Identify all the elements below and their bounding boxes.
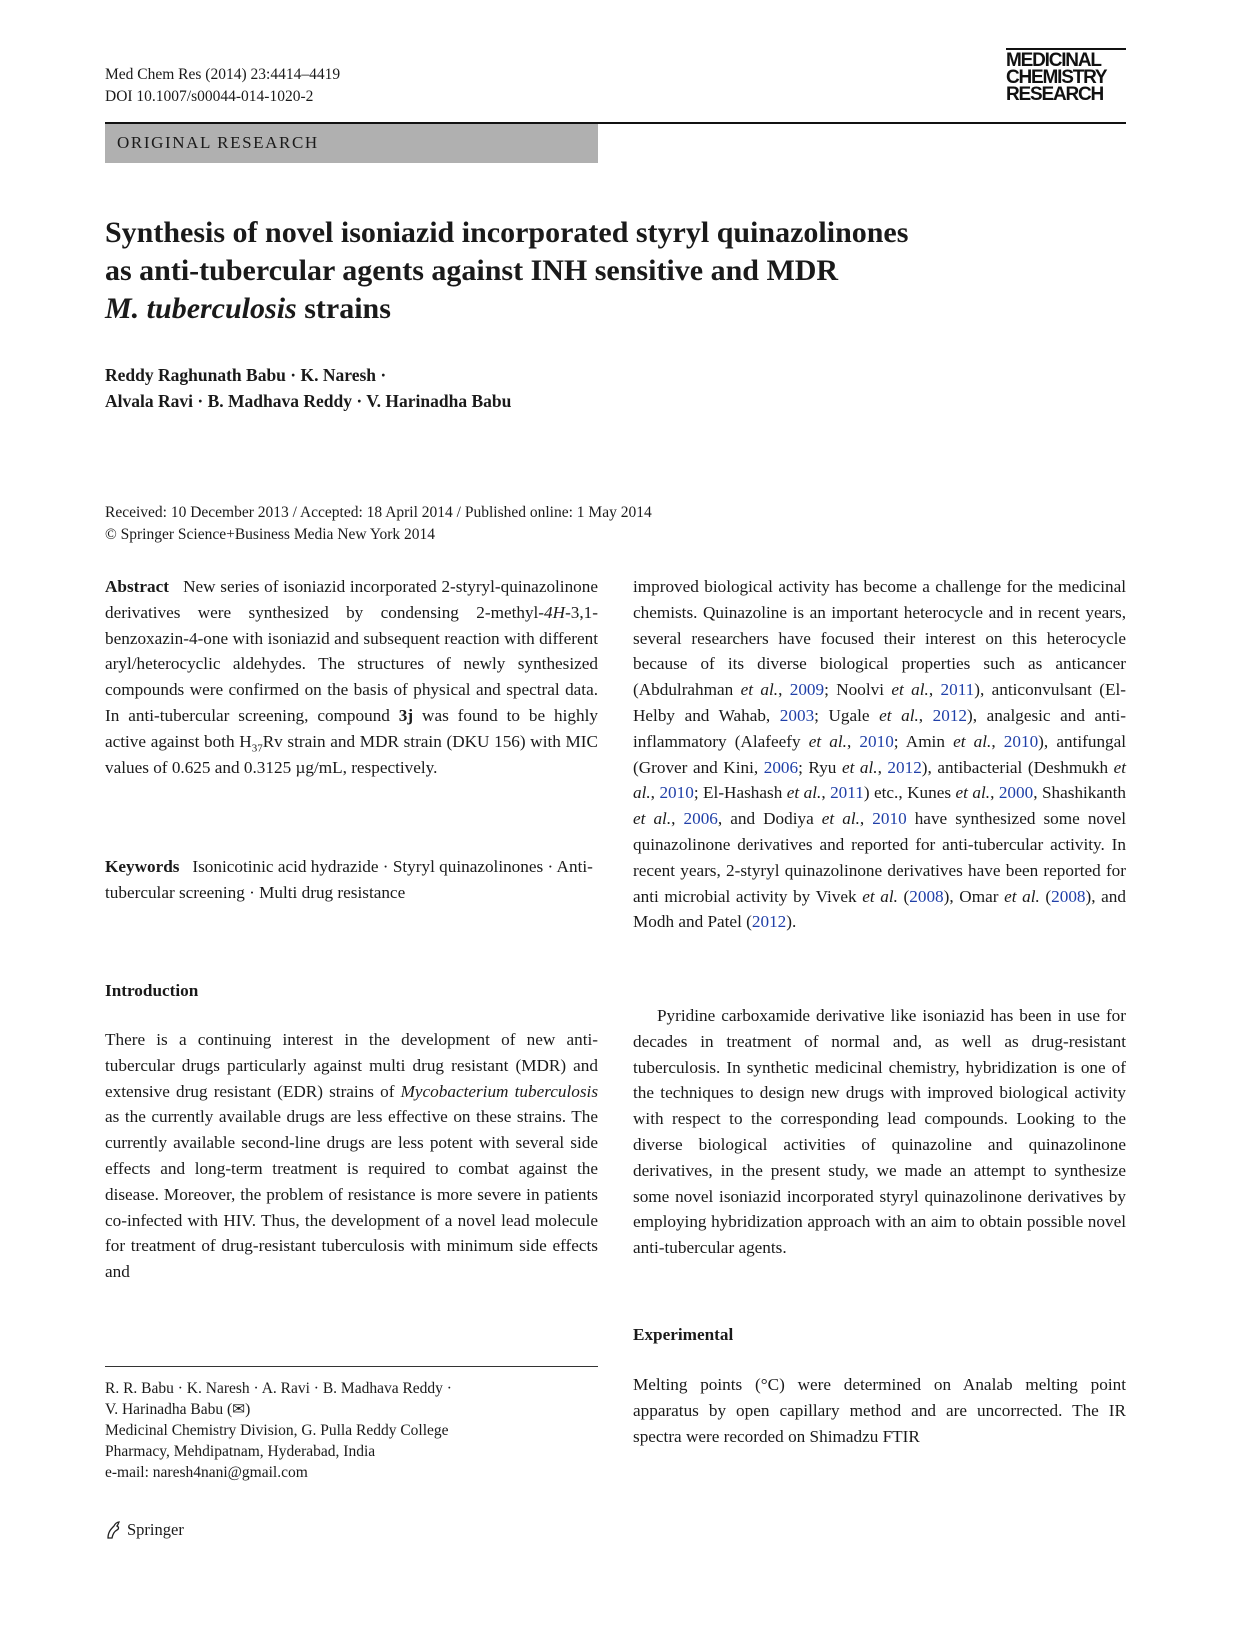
etal: et al.	[633, 809, 672, 829]
body-text: improved biological activity has become a challenge for the medicinal chemists. Quinazoline is an important heterocycle and in recent years, several researchers have focused their interest on this heterocycle because of its diverse biological properties such as anticancer (Abdulrahman	[633, 577, 1126, 700]
section-label: ORIGINAL RESEARCH	[117, 133, 319, 152]
body-text: ; El-Hashash	[693, 783, 787, 803]
author-line: Reddy Raghunath Babu · K. Naresh ·	[105, 365, 387, 385]
citation-link[interactable]: 2012	[751, 912, 787, 932]
body-text: ; Ryu	[798, 757, 842, 777]
body-text: , Shashikanth	[1033, 783, 1126, 803]
citation-link[interactable]: 2006	[763, 757, 799, 777]
body-text: ; Noolvi	[824, 680, 892, 700]
citation-link[interactable]: 2008	[909, 886, 944, 906]
citation-link[interactable]: 2009	[789, 680, 825, 700]
abstract-italic: 4H	[544, 602, 566, 622]
footnote-line: Pharmacy, Mehdipatnam, Hyderabad, India	[105, 1443, 376, 1460]
abstract	[105, 574, 598, 780]
body-text: ; Ugale	[814, 705, 880, 725]
body-text: Melting points (°C) were determined on Analab melting point apparatus by open capillary method and are uncorrected. The IR spectra were recorded on Shimadzu FTIR	[633, 1375, 1126, 1446]
logo-line: MEDICINAL	[1006, 50, 1101, 71]
etal: et al.	[879, 705, 919, 725]
footnote-rule	[105, 1366, 598, 1367]
abstract-heading: Abstract	[105, 577, 169, 596]
abstract-text: -3,1-benzoxazin-4-one with isoniazid and subsequent reaction with different aryl/heterocyclic aldehydes. The structures of newly synthesized compounds were confirmed on the basis of physical and spectral data. In anti-tubercular screening, compound	[105, 602, 598, 725]
publisher-name: Springer	[127, 1520, 184, 1539]
body-text: ), and Modh and Patel (	[633, 886, 1126, 932]
introduction-heading-block	[105, 978, 598, 1004]
intro-text: as the currently available drugs are less effective on these strains. The currently available second-line drugs are less potent with several side effects and long-term treatment is required to combat against the disease. Moreover, the problem of resistance is more severe in patients co-infected with HIV. Thus, the development of a novel lead molecule for treatment of drug-resistant tuberculosis with minimum side effects and	[105, 1107, 598, 1282]
citation-link[interactable]: 2010	[859, 731, 894, 751]
footnote-line: V. Harinadha Babu (✉)	[105, 1401, 251, 1418]
etal: et al.	[862, 886, 898, 906]
logo-line: CHEMISTRY	[1006, 67, 1107, 88]
body-text: , and Dodiya	[717, 809, 822, 829]
etal: et al.	[1004, 886, 1040, 906]
citation-link[interactable]: 2006	[683, 809, 718, 829]
citation-link[interactable]: 2010	[872, 809, 907, 829]
etal: et al.	[955, 783, 991, 803]
abstract-text: New series of isoniazid incorporated 2-styryl-quinazolinone derivatives were synthesized by condensing 2-methyl-	[105, 577, 598, 622]
copyright-line: © Springer Science+Business Media New York 2014	[105, 526, 436, 543]
etal: et al.	[786, 783, 822, 803]
citation-link[interactable]: 2012	[887, 757, 922, 777]
abstract-text: Rv strain and MDR strain (DKU 156) with MIC values of 0.625 and 0.3125 µg/mL, respectively.	[105, 731, 598, 777]
right-paragraph-1: improved biological activity has become a challenge for the medicinal chemists. Quinazoline is an important heterocycle and in recent years, several researchers have focused their interest on this heterocycle because of its diverse biological properties such as anticancer (Abdulrahman et al., 2009; Noolvi et al., 2011), anticonvulsant (El-Helby and Wahab, 2003; Ugale et al., 2012), analgesic and anti-inflammatory (Alafeefy et al., 2010; Amin et al., 2010), antifungal (Grover and Kini, 2006; Ryu et al., 2012), antibacterial (Deshmukh et al., 2010; El-Hashash et al., 2011) etc., Kunes et al., 2000, Shashikanth et al., 2006, and Dodiya et al., 2010 have synthesized some novel quinazolinone derivatives and reported for anti-tubercular activity. In recent years, 2-styryl quinazolinone derivatives have been reported for anti microbial activity by Vivek et al. (2008), Omar et al. (2008), and Modh and Patel (2012).	[633, 577, 1127, 932]
abstract-text: was found to be highly active against both H	[105, 705, 598, 751]
etal: et al.	[821, 809, 860, 829]
keywords-heading: Keywords	[105, 857, 180, 876]
journal-logo	[1006, 52, 1126, 103]
logo-line: RESEARCH	[1006, 84, 1104, 105]
etal: et al.	[953, 731, 992, 751]
journal-line: Med Chem Res (2014) 23:4414–4419	[105, 66, 341, 83]
citation-link[interactable]: 2011	[940, 680, 975, 700]
introduction-paragraph	[105, 1027, 598, 1285]
right-paragraph-2	[633, 1003, 1126, 1261]
citation-link[interactable]: 2003	[779, 705, 815, 725]
etal: et al.	[808, 731, 847, 751]
body-text: ), analgesic and anti-inflammatory (Alafeefy	[633, 705, 1126, 751]
footnote-email: e-mail: naresh4nani@gmail.com	[105, 1464, 308, 1481]
body-text: have synthesized some novel quinazolinone derivatives and reported for anti-tubercular activity. In recent years, 2-styryl quinazolinone derivatives have been reported for anti microbial activity by Vivek	[633, 809, 1126, 906]
title-line: Synthesis of novel isoniazid incorporated styryl quinazolinones	[105, 216, 909, 249]
introduction-heading: Introduction	[105, 981, 199, 1000]
title-line: as anti-tubercular agents against INH sensitive and MDR	[105, 254, 839, 287]
intro-italic: Mycobacterium tuberculosis	[400, 1081, 599, 1101]
compound-label: 3j	[398, 705, 414, 725]
paper-title	[105, 214, 1065, 328]
body-text: ; Amin	[893, 731, 954, 751]
keywords-text: Isonicotinic acid hydrazide · Styryl quinazolinones · Anti-tubercular screening · Multi drug resistance	[105, 857, 593, 902]
author-line: Alvala Ravi · B. Madhava Reddy · V. Harinadha Babu	[105, 391, 512, 411]
etal: et al.	[841, 757, 878, 777]
author-list	[105, 362, 511, 414]
etal: et al.	[633, 757, 1126, 803]
body-text: ), antibacterial (Deshmukh	[921, 757, 1114, 777]
journal-citation	[105, 64, 340, 108]
experimental-heading: Experimental	[633, 1325, 734, 1344]
experimental-heading-block	[633, 1322, 1126, 1348]
footnote-line: Medicinal Chemistry Division, G. Pulla Reddy College	[105, 1422, 449, 1439]
body-text: ), Omar	[943, 886, 1005, 906]
dates-line: Received: 10 December 2013 / Accepted: 18 April 2014 / Published online: 1 May 2014	[105, 504, 652, 521]
etal: et al.	[740, 680, 779, 700]
body-text: Pyridine carboxamide derivative like isoniazid has been in use for decades in treatment of normal and, as well as drug-resistant tuberculosis. In synthetic medicinal chemistry, hybridization is one of the techniques to design new drugs with improved biological activity with respect to the corresponding lead compounds. Looking to the diverse biological activities of quinazoline and quinazolinone derivatives, in the present study, we made an attempt to synthesize some novel isoniazid incorporated styryl quinazolinone derivatives by employing hybridization approach with an aim to obtain possible novel anti-tubercular agents.	[633, 1006, 1126, 1258]
body-text: ).	[786, 912, 797, 932]
title-line	[105, 290, 1065, 328]
publisher-footer	[105, 1520, 184, 1540]
body-text: ), anticonvulsant (El-Helby and Wahab,	[633, 680, 1126, 725]
body-text: ), antifungal (Grover and Kini,	[633, 731, 1127, 777]
affiliation-footnote	[105, 1378, 598, 1483]
citation-link[interactable]: 2011	[830, 783, 864, 803]
etal: et al.	[891, 680, 929, 700]
intro-text: There is a continuing interest in the development of new anti-tubercular drugs particularly against multi drug resistant (MDR) and extensive drug resistant (EDR) strains of	[105, 1030, 598, 1101]
doi-line: DOI 10.1007/s00044-014-1020-2	[105, 88, 314, 105]
subscript: 37	[251, 742, 263, 755]
keywords	[105, 854, 598, 906]
springer-horse-icon	[105, 1520, 121, 1540]
body-text: ) etc., Kunes	[863, 783, 956, 803]
footnote-line: R. R. Babu · K. Naresh · A. Ravi · B. Madhava Reddy ·	[105, 1380, 452, 1397]
citation-link[interactable]: 2000	[998, 783, 1034, 803]
citation-link[interactable]: 2010	[659, 783, 694, 803]
citation-link[interactable]: 2008	[1051, 886, 1086, 906]
experimental-paragraph	[633, 1372, 1126, 1449]
citation-link[interactable]: 2010	[1003, 731, 1039, 751]
title-rest: strains	[296, 292, 391, 325]
publication-dates	[105, 502, 652, 546]
citation-link[interactable]: 2012	[932, 705, 968, 725]
title-italic: M. tuberculosis	[105, 292, 297, 325]
